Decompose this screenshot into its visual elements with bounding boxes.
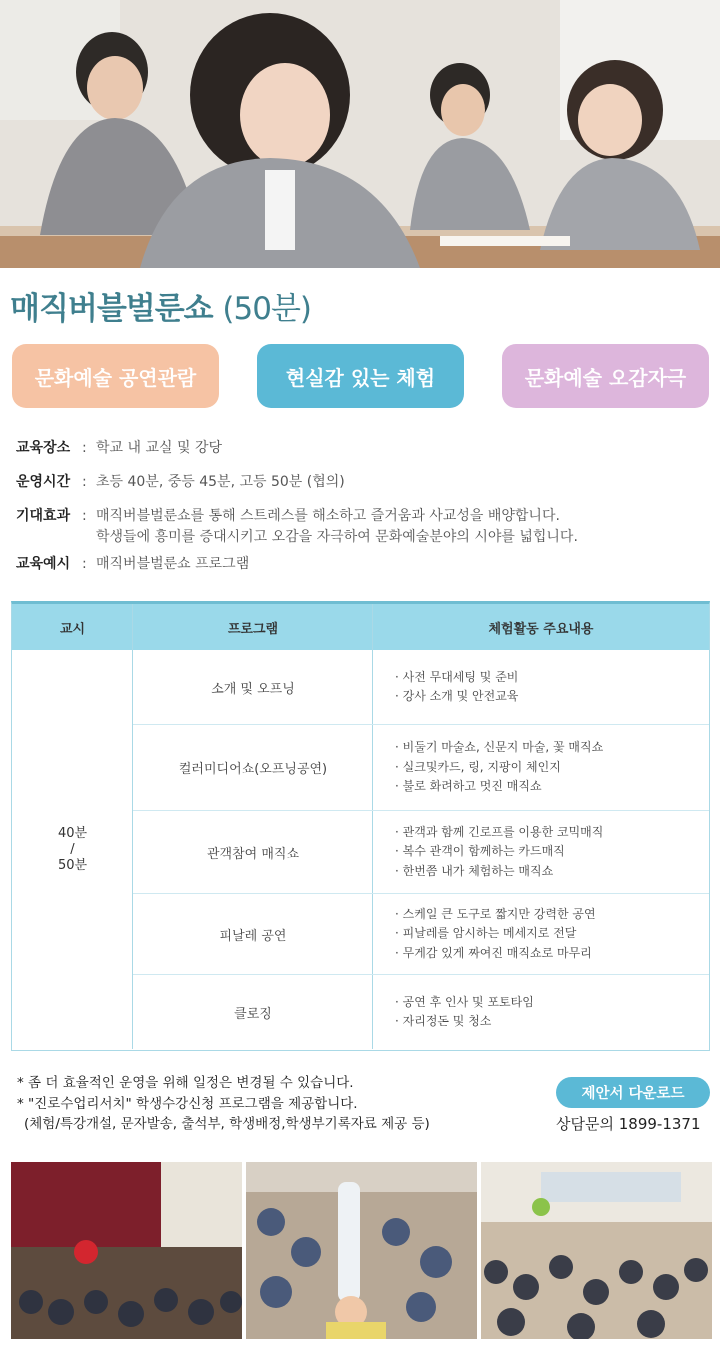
info-row-time bbox=[16, 472, 716, 494]
activity-item: · 사전 무대세팅 및 준비 bbox=[395, 669, 519, 684]
header-activities: 체험활동 주요내용 bbox=[488, 621, 594, 637]
proposal-download-button[interactable]: 제안서 다운로드 bbox=[556, 1077, 710, 1108]
info-row-location bbox=[16, 438, 716, 460]
program-cell: 컬러미디어쇼(오프닝공연) bbox=[178, 762, 328, 777]
info-colon: : bbox=[82, 474, 87, 490]
show-photo-stage bbox=[11, 1162, 242, 1339]
info-label: 교육장소 bbox=[16, 440, 71, 456]
activity-item: · 피날레를 암시하는 메세지로 전달 bbox=[395, 926, 577, 941]
activity-item: · 강사 소개 및 안전교육 bbox=[395, 689, 519, 703]
table-header bbox=[12, 604, 709, 650]
period-line: 50분 bbox=[57, 857, 88, 873]
badge-sensory-stimulation: 문화예술 오감자극 bbox=[502, 344, 709, 408]
activities-cell bbox=[395, 650, 705, 724]
info-value: 학교 내 교실 및 강당 bbox=[96, 440, 222, 456]
info-label: 운영시간 bbox=[16, 474, 71, 490]
note-line: * 좀 더 효율적인 운영을 위해 일정은 변경될 수 있습니다. bbox=[17, 1075, 354, 1091]
activity-item: · 공연 후 인사 및 포토타임 bbox=[395, 994, 534, 1009]
info-value: 매직버블벌룬쇼 프로그램 bbox=[96, 556, 250, 572]
notes-block bbox=[17, 1073, 430, 1135]
activity-item: · 한번쯤 내가 체험하는 매직쇼 bbox=[395, 863, 554, 878]
program-cell: 피날레 공연 bbox=[219, 928, 287, 944]
note-line: (체험/특강개설, 문자발송, 출석부, 학생배정,학생부기록자료 제공 등) bbox=[24, 1116, 430, 1132]
show-photo-bubbles bbox=[246, 1162, 477, 1339]
period-line: / bbox=[70, 841, 75, 857]
info-colon: : bbox=[82, 440, 87, 456]
activity-item: · 복수 관객이 함께하는 카드매직 bbox=[395, 844, 565, 859]
activity-item: · 실크및카드, 링, 지팡이 체인지 bbox=[395, 759, 561, 774]
info-colon: : bbox=[82, 556, 87, 572]
program-cell: 소개 및 오프닝 bbox=[211, 681, 295, 697]
badge-realistic-experience: 현실감 있는 체험 bbox=[257, 344, 464, 408]
program-cell: 관객참여 매직쇼 bbox=[206, 846, 300, 862]
activities-cell bbox=[395, 975, 705, 1049]
note-line: * "진로수업리서치" 학생수강신청 프로그램을 제공합니다. bbox=[17, 1095, 358, 1112]
activity-item: · 불로 화려하고 멋진 매직쇼 bbox=[395, 779, 542, 794]
info-value: 학생들에 흥미를 증대시키고 오감을 자극하여 문화예술분야의 시야를 넓힙니다. bbox=[96, 529, 578, 545]
activity-item: · 자리정돈 및 청소 bbox=[395, 1014, 492, 1028]
activity-item: · 무게감 있게 짜여진 매직쇼로 마무리 bbox=[395, 945, 592, 960]
show-photo-audience bbox=[481, 1162, 712, 1339]
activity-item: · 스케일 큰 도구로 짧지만 강력한 공연 bbox=[395, 906, 596, 921]
info-row-example bbox=[16, 554, 716, 576]
info-label: 교육예시 bbox=[16, 556, 71, 572]
header-period: 교시 bbox=[59, 621, 86, 637]
program-cell: 클로징 bbox=[234, 1006, 272, 1022]
period-cell bbox=[12, 650, 133, 1049]
activity-item: · 비둘기 마술쇼, 신문지 마술, 꽃 매직쇼 bbox=[395, 740, 604, 755]
program-duration: (50분) bbox=[222, 291, 312, 327]
badge-culture-performance: 문화예술 공연관람 bbox=[12, 344, 219, 408]
info-value: 초등 40분, 중등 45분, 고등 50분 (협의) bbox=[96, 474, 345, 490]
program-name: 매직버블벌룬쇼 bbox=[10, 291, 213, 327]
header-program: 프로그램 bbox=[227, 621, 279, 637]
activity-item: · 관객과 함께 긴로프를 이용한 코믹매직 bbox=[395, 824, 604, 839]
contact-phone: 상담문의 1899-1371 bbox=[556, 1115, 701, 1133]
schedule-table bbox=[11, 601, 710, 1051]
info-colon: : bbox=[82, 508, 87, 524]
info-row-effect bbox=[16, 506, 716, 550]
info-label: 기대효과 bbox=[16, 508, 71, 524]
page-title bbox=[10, 283, 311, 328]
period-line: 40분 bbox=[57, 825, 88, 841]
hero-photo-students bbox=[0, 0, 720, 268]
activities-cell bbox=[395, 811, 705, 893]
info-value: 매직버블벌룬쇼를 통해 스트레스를 해소하고 즐거움과 사교성을 배양합니다. bbox=[96, 508, 560, 524]
activities-cell bbox=[395, 725, 705, 810]
activities-cell bbox=[395, 894, 705, 974]
